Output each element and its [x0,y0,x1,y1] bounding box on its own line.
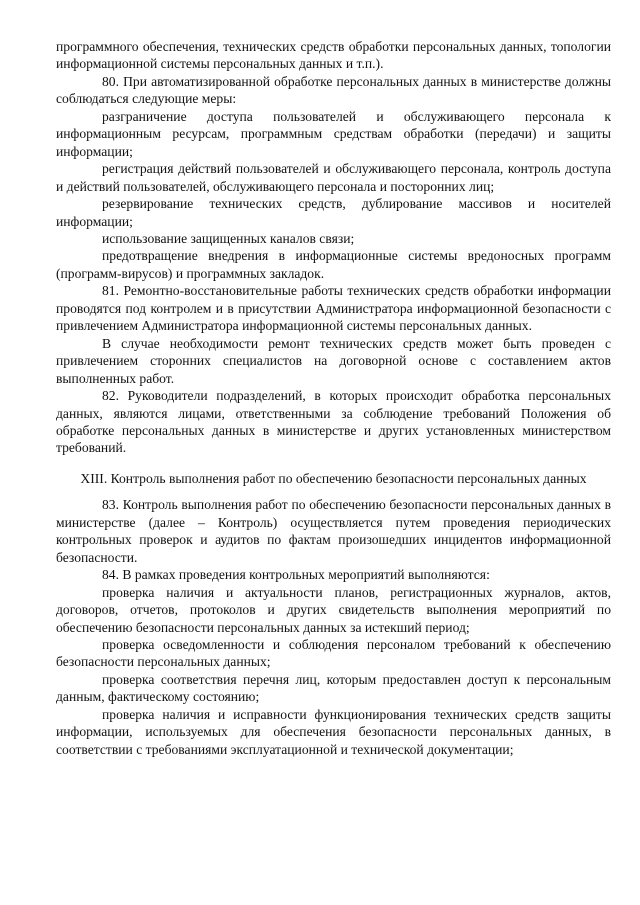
paragraph-item-82: 82. Руководители подразделений, в которых происходит обработка персональных данных, являются лицами, ответственными за соблюдение требований Положения об обработке персональных данных в министерстве и других установленных министерством требований. [56,388,611,456]
list-item: регистрация действий пользователей и обслуживающего персонала, контроль доступа и действий пользователей, обслуживающего персонала и посторонних лиц; [56,161,611,194]
list-item: резервирование технических средств, дублирование массивов и носителей информации; [56,196,611,229]
paragraph: программного обеспечения, технических средств обработки персональных данных, топологии информационной системы персональных данных и т.п.). [56,39,611,72]
paragraph-item-80: 80. При автоматизированной обработке персональных данных в министерстве должны соблюдаться следующие меры: [56,73,611,107]
list-item: предотвращение внедрения в информационные системы вредоносных программ (программ-вирусов) и программных закладок. [56,248,611,281]
list-item: разграничение доступа пользователей и обслуживающего персонала к информационным ресурсам, программным средствам обработки (передачи) и защиты информации; [56,108,611,159]
document-page [56,38,611,758]
list-item: проверка наличия и исправности функционирования технических средств защиты информации, используемых для обеспечения безопасности персональных данных, в соответствии с требованиями эксплуатационной и технической документации; [56,706,611,757]
list-item: проверка наличия и актуальности планов, регистрационных журналов, актов, договоров, отчетов, протоколов и других свидетельств выполнения мероприятий по обеспечению безопасности персональных данных за истекший период; [56,584,611,635]
paragraph-item-81: 81. Ремонтно-восстановительные работы технических средств обработки информации проводятся под контролем и в присутствии Администратора информационной безопасности с привлечением Администратора информационной системы персональных данных. [56,283,611,334]
paragraph: В случае необходимости ремонт технических средств может быть проведен с привлечением сторонних специалистов на договорной основе с составлением актов выполненных работ. [56,335,611,386]
paragraph-item-84: 84. В рамках проведения контрольных мероприятий выполняются: [102,567,490,583]
list-item: проверка соответствия перечня лиц, которым предоставлен доступ к персональным данным, фактическому состоянию; [56,671,611,705]
list-item: проверка осведомленности и соблюдения персоналом требований к обеспечению безопасности персональных данных; [56,636,611,670]
paragraph-item-83: 83. Контроль выполнения работ по обеспечению безопасности персональных данных в министерстве (далее – Контроль) осуществляется путем проведения периодических контрольных проверок и аудитов по фактам произошедших инцидентов информационной безопасности. [56,497,611,565]
section-heading: XIII. Контроль выполнения работ по обеспечению безопасности персональных данных [80,470,587,486]
list-item: использование защищенных каналов связи; [102,230,355,246]
